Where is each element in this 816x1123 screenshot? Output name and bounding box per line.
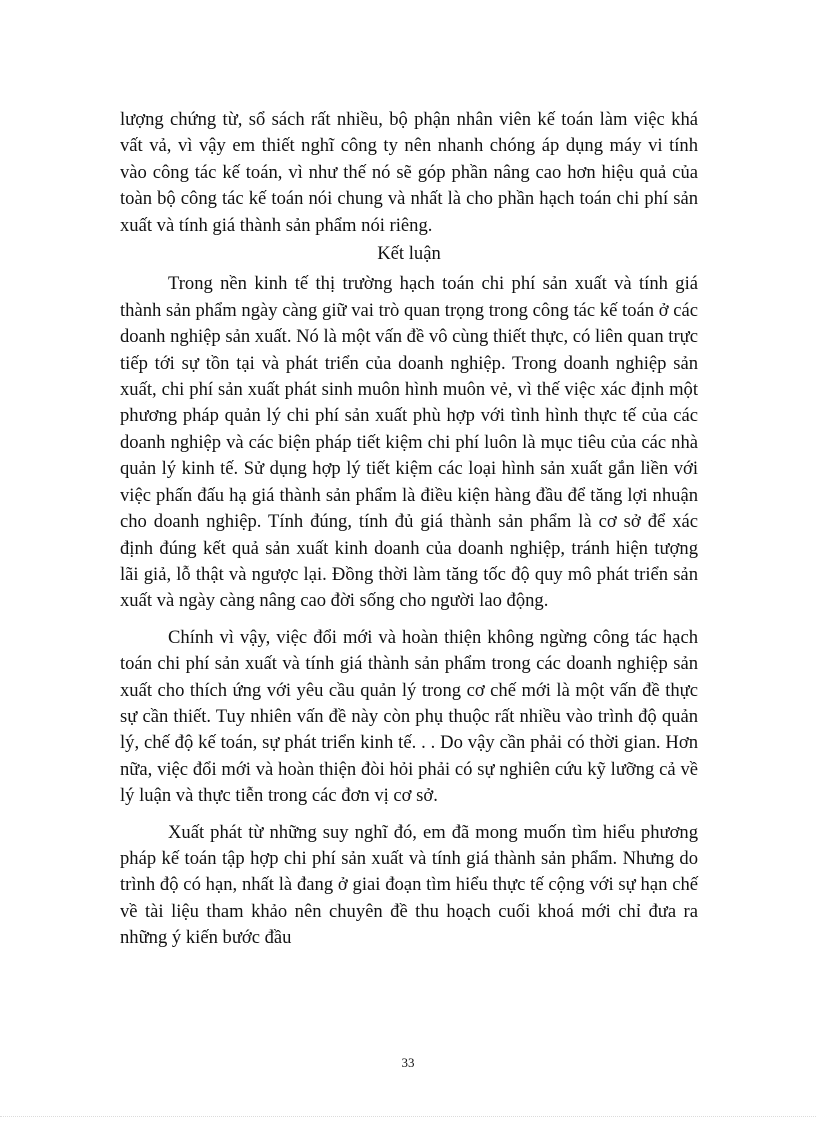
page-number: 33 bbox=[401, 1055, 415, 1070]
section-heading-conclusion: Kết luận bbox=[377, 243, 441, 265]
paragraph-2: Chính vì vậy, việc đổi mới và hoàn thiện không ngừng công tác hạch toán chi phí sản xuất và tính giá thành sản phẩm trong các doanh nghiệp sản xuất cho thích ứng với yêu cầu quản lý trong cơ chế mới là một vấn đề thực sự cần thiết. Tuy nhiên vấn đề này còn phụ thuộc rất nhiều vào trình độ quản lý, chế độ kế toán, sự phát triển kinh tế. . . Do vậy cần phải có thời gian. Hơn nữa, việc đổi mới và hoàn thiện đòi hỏi phải có sự nghiên cứu kỹ lưỡng cả về lý luận và thực tiễn trong các đơn vị cơ sở. bbox=[120, 626, 698, 807]
paragraph-1: Trong nền kinh tế thị trường hạch toán chi phí sản xuất và tính giá thành sản phẩm ngày càng giữ vai trò quan trọng trong công tác kế toán ở các doanh nghiệp sản xuất. Nó là một vấn đề vô cùng thiết thực, có liên quan trực tiếp tới sự tồn tại và phát triển của doanh nghiệp. Trong doanh nghiệp sản xuất, chi phí sản xuất phát sinh muôn hình muôn vẻ, vì thế việc xác định một phương pháp quản lý chi phí sản xuất phù hợp với tình hình thực tế của các doanh nghiệp và các biện pháp tiết kiệm chi phí luôn là mục tiêu của các nhà quản lý kinh tế. Sử dụng hợp lý tiết kiệm các loại hình sản xuất gắn liền với việc phấn đấu hạ giá thành sản phẩm là điều kiện hàng đầu để tăng lợi nhuận cho doanh nghiệp. Tính đúng, tính đủ giá thành sản phẩm là cơ sở để xác định đúng kết quả sản xuất kinh doanh của doanh nghiệp, tránh hiện tượng lãi giả, lỗ thật và ngược lại. Đồng thời làm tăng tốc độ quy mô phát triển sản xuất và ngày càng nâng cao đời sống cho người lao động. bbox=[120, 273, 698, 612]
paragraph-3: Xuất phát từ những suy nghĩ đó, em đã mong muốn tìm hiểu phương pháp kế toán tập hợp chi phí sản xuất và tính giá thành sản phẩm. Nhưng do trình độ có hạn, nhất là đang ở giai đoạn tìm hiểu thực tế cộng với sự hạn chế về tài liệu tham khảo nên chuyên đề thu hoạch cuối khoá mới chỉ đưa ra những ý kiến bước đầu bbox=[120, 821, 698, 949]
intro-paragraph: lượng chứng từ, sổ sách rất nhiều, bộ phận nhân viên kế toán làm việc khá vất vả, vì vậy em thiết nghĩ công ty nên nhanh chóng áp dụng máy vi tính vào công tác kế toán, vì như thế nó sẽ góp phần nâng cao hơn hiệu quả của toàn bộ công tác kế toán nói chung và nhất là cho phần hạch toán chi phí sản xuất và tính giá thành sản phẩm nói riêng. bbox=[120, 109, 698, 236]
body-text bbox=[120, 107, 698, 952]
page-bottom-divider bbox=[0, 1116, 816, 1117]
